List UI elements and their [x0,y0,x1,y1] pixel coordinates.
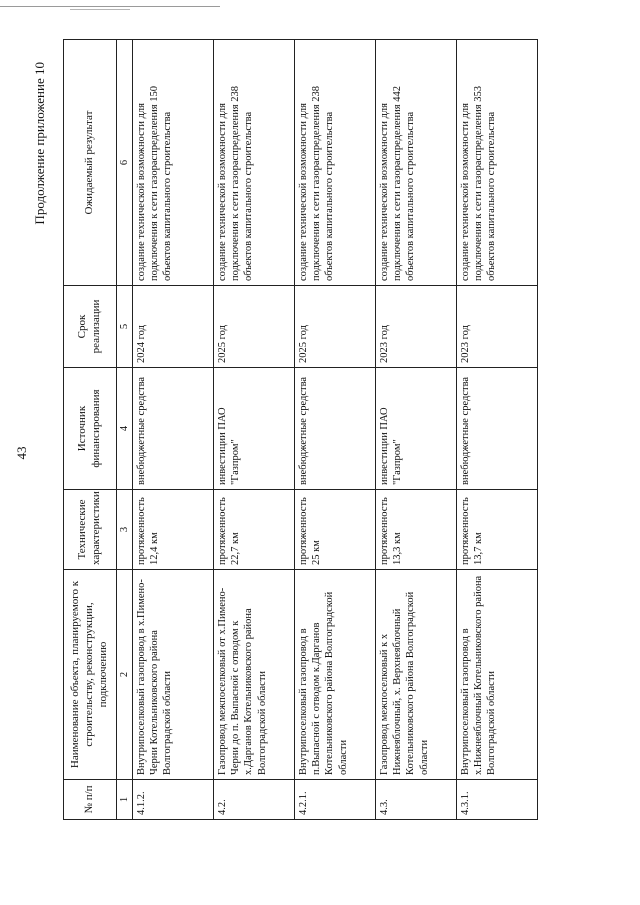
term: 2025 год [295,286,376,368]
column-number: 3 [117,490,133,570]
header-number: № п/п [64,780,117,820]
funding-source: инвестиции ПАО "Газпром" [376,368,457,490]
row-number: 4.3.1. [457,780,538,820]
funding-source: внебюджетные средства [457,368,538,490]
object-name: Газопровод межпоселковый от х.Пимено-Черни до п. Выпасной с отводом к х.Дарганов Котельниковского района Волгоградской области [214,570,295,780]
object-name: Внутрипоселковый газопровод в п.Выпасной с отводом к.Дарганов Котельниковского района Волгоградской области [295,570,376,780]
row-number: 4.3. [376,780,457,820]
expected-result: создание технической возможности для подключения к сети газораспределения 238 объектов капитального строительства [214,40,295,286]
table-row [295,40,376,820]
row-number: 4.1.2. [133,780,214,820]
tech-specs: протяженность 22,7 км [214,490,295,570]
funding-source: внебюджетные средства [133,368,214,490]
column-number: 1 [117,780,133,820]
row-number: 4.2.1. [295,780,376,820]
row-number: 4.2. [214,780,295,820]
header-object-name: Наименование объекта, планируемого к строительству, реконструкции, подключению [64,570,117,780]
projects-table [63,39,538,820]
table-row [376,40,457,820]
table-row [133,40,214,820]
tech-specs: протяженность 13,7 км [457,490,538,570]
header-tech-specs: Технические характеристики [64,490,117,570]
header-expected-result: Ожидаемый результат [64,40,117,286]
term: 2023 год [376,286,457,368]
object-name: Газопровод межпоселковый к х Нижнеяблочный, х. Верхнеяблочный Котельниковского района Волгоградской области [376,570,457,780]
expected-result: создание технической возможности для подключения к сети газораспределения 353 объектов капитального строительства [457,40,538,286]
tech-specs: протяженность 12,4 км [133,490,214,570]
column-number-row [117,40,133,820]
tech-specs: протяженность 13,3 км [376,490,457,570]
term: 2023 год [457,286,538,368]
term: 2025 год [214,286,295,368]
expected-result: создание технической возможности для подключения к сети газораспределения 150 объектов капитального строительства [133,40,214,286]
column-number: 2 [117,570,133,780]
column-number: 5 [117,286,133,368]
table-row [214,40,295,820]
funding-source: внебюджетные средства [295,368,376,490]
page-number: 43 [14,446,29,460]
table-row [457,40,538,820]
column-number: 4 [117,368,133,490]
header-row [64,40,117,820]
object-name: Внутрипоселковый газопровод в х.Пимено- Черни Котельниковского района Волгоградской области [133,570,214,780]
header-term: Срок реализации [64,286,117,368]
expected-result: создание технической возможности для подключения к сети газораспределения 442 объектов капитального строительства [376,40,457,286]
object-name: Внутрипоселковый газопровод в х.Нижнеяблочный Котельниковского района Волгоградской области [457,570,538,780]
funding-source: инвестиции ПАО "Газпром" [214,368,295,490]
term: 2024 год [133,286,214,368]
header-funding-source: Источник финансирования [64,368,117,490]
expected-result: создание технической возможности для подключения к сети газораспределения 238 объектов капитального строительства [295,40,376,286]
tech-specs: протяженность 25 км [295,490,376,570]
column-number: 6 [117,40,133,286]
appendix-note: Продолжение приложение 10 [32,62,47,225]
